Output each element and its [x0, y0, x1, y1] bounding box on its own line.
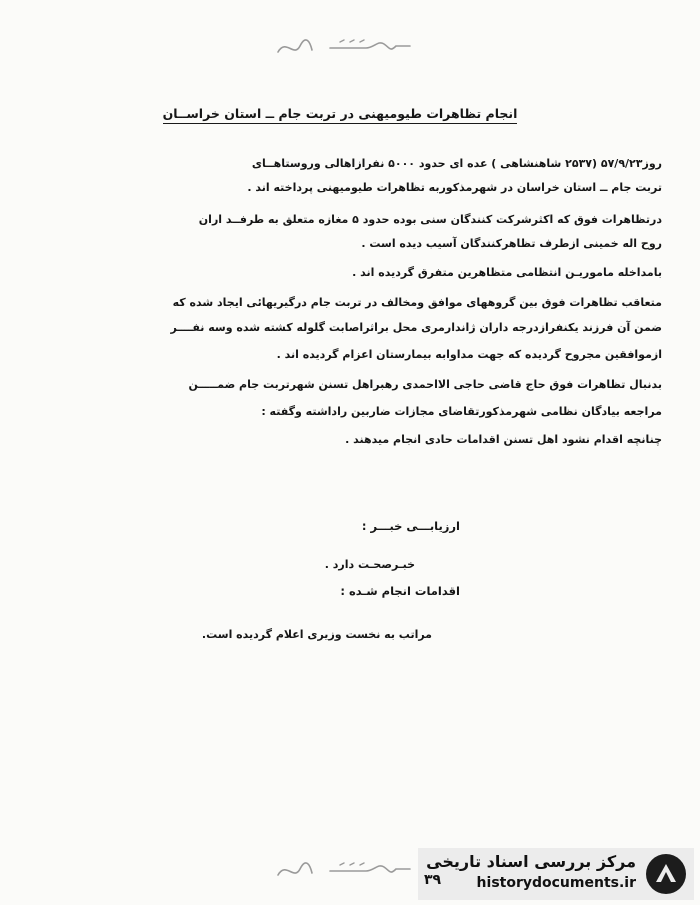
body-line-10: مراجعه بیادگان نظامی شهرمذکورتقاضای مجازات ضاربین راداشته وگفته : [261, 405, 662, 418]
source-evaluation-value: خبـرصحـت دارد . [324, 558, 415, 571]
body-line-11: چنانچه اقدام نشود اهل تسنن اقدامات حادی انجام میدهند . [345, 433, 662, 446]
source-evaluation-label: ارزیابـــی خبـــر : [361, 519, 460, 533]
body-line-2: تربت جام ــ استان خراسان در شهرمذکوربه تظاهرات طیومیهنی پرداخته اند . [247, 181, 662, 194]
archive-website: historydocuments.ir [476, 875, 636, 891]
actions-taken-value: مراتب به نخست وزیری اعلام گردیده است. [201, 628, 432, 641]
footer-secret-stamp [270, 855, 420, 885]
archive-name: مرکز بررسی اسناد تاریخی [426, 852, 636, 871]
body-line-9: بدنبال تظاهرات فوق حاج قاضی حاجی الااحمدی رهبراهل تسنن شهرتربت جام ضمـــــن [188, 378, 662, 391]
body-line-4: روح اله خمینی ازطرف تظاهرکنندگان آسیب دیده است . [361, 237, 662, 250]
body-line-8: ازموافقین مجروح گردیده که جهت مداوابه بیمارستان اعزام گردیده اند . [276, 348, 662, 361]
archive-logo-icon [644, 852, 688, 896]
body-line-5: بامداخله ماموریـن انتظامی متظاهرین متفرق گردیده اند . [352, 266, 662, 279]
actions-taken-label: اقدامات انجام شـده : [340, 584, 460, 598]
archive-watermark [418, 848, 694, 900]
body-line-1: روز۵۷/۹/۲۳ (۲۵۳۷ شاهنشاهی ) عده ای حدود ۵۰۰۰ نفرازاهالی وروستاهــای [251, 157, 662, 170]
document-title: انجام تظاهرات طیومیهنی در تربت جام ــ استان خراســان [163, 106, 518, 124]
body-line-3: درتظاهرات فوق که اکثرشرکت کنندگان سنی بوده حدود ۵ مغازه متعلق به طرفــد اران [198, 213, 662, 226]
header-secret-stamp [270, 30, 420, 60]
page-number: ۳۹ [424, 872, 442, 888]
body-line-7: ضمن آن فرزند یکنفرازدرجه داران ژاندارمری محل براثراصابت گلوله کشته شده وسه نفــــر [170, 321, 662, 334]
body-line-6: متعاقب تظاهرات فوق بین گروههای موافق ومخالف در تربت جام درگیریهائی ایجاد شده که [172, 296, 662, 309]
